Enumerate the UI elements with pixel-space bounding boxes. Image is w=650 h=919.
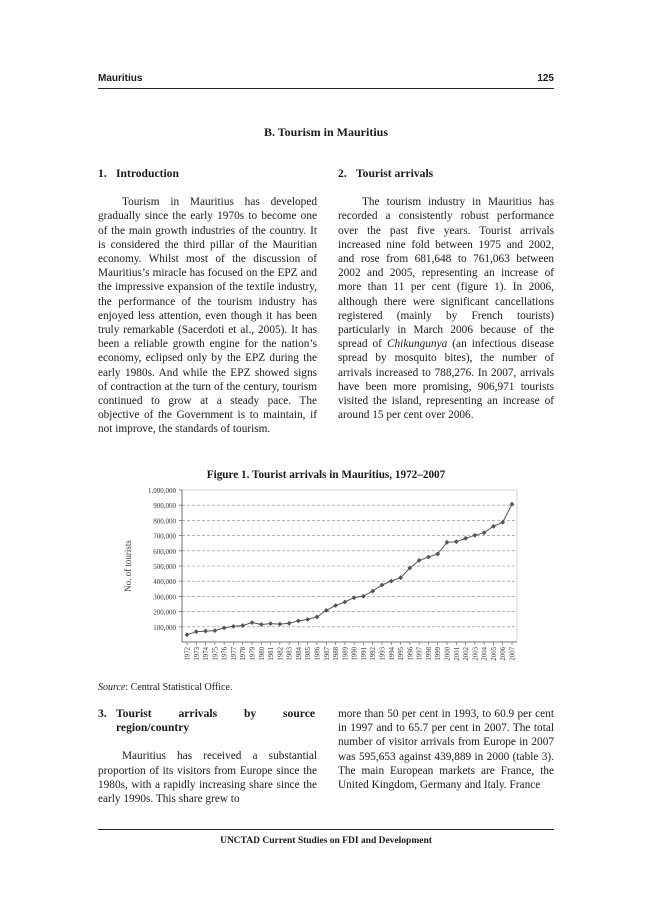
- introduction-paragraph: Tourism in Mauritius has developed gradually since the early 1970s to become one of the main growth industries of the country. It is considered the third pillar of the Mauritian economy. Whilst most of the discussion of Mauritius’s miracle has focused on the EPZ and the impressive expansion of the textile industry, the performance of the tourism industry has enjoyed less attention, even though it has been truly remarkable (Sacerdoti et al., 2005). It has been a reliable growth engine for the nation’s economy, eclipsed only by the EPZ during the early 1980s. And while the EPZ showed signs of contraction at the turn of the century, tourism continued to grow at a steady pace. The objective of the Government is to maintain, if not improve, the standards of tourism.: [98, 196, 317, 436]
- source-region-section-left: [98, 707, 317, 806]
- x-tick-label: 1973: [193, 647, 201, 661]
- y-tick-label: 100,000: [153, 623, 176, 632]
- header-title: Mauritius: [98, 73, 143, 84]
- data-point: [240, 623, 245, 628]
- x-tick-label: 1991: [360, 647, 368, 661]
- section-title: B. Tourism in Mauritius: [263, 125, 389, 139]
- x-tick-label: 1995: [398, 647, 406, 661]
- data-point: [231, 624, 236, 629]
- footer-rule: [98, 829, 554, 830]
- x-tick-label: 1977: [230, 647, 238, 661]
- x-tick-label: 1984: [295, 647, 303, 661]
- x-tick-label: 1981: [268, 647, 276, 661]
- y-tick-label: 500,000: [153, 563, 176, 571]
- x-tick-label: 1992: [370, 647, 378, 661]
- tourist-arrivals-section: [338, 167, 554, 422]
- data-point: [250, 620, 255, 625]
- y-tick-label: 300,000: [153, 593, 176, 602]
- footer-text: UNCTAD Current Studies on FDI and Development: [220, 836, 432, 846]
- data-point: [212, 628, 217, 633]
- x-tick-label: 1993: [379, 647, 387, 661]
- source-region-section-right: [338, 707, 554, 792]
- source-region-paragraph-right: more than 50 per cent in 1993, to 60.9 per cent in 1997 and to 65.7 per cent in 2007. The total number of visitor arrivals from Europe in 2007 was 595,653 against 439,889 in 2000 (table 3). The main European markets are France, the United Kingdom, Germany and Italy. France: [338, 708, 554, 792]
- y-tick-label: 600,000: [153, 547, 176, 556]
- figure-source: Source: Central Statistical Office.: [98, 682, 233, 693]
- x-tick-label: 2004: [481, 647, 489, 661]
- y-tick-label: 200,000: [153, 608, 176, 617]
- data-point: [361, 594, 366, 599]
- y-tick-label: 900,000: [153, 502, 176, 511]
- data-point: [268, 621, 273, 626]
- x-tick-label: 1990: [351, 647, 359, 661]
- data-point: [333, 603, 338, 608]
- y-tick-label: 800,000: [153, 517, 176, 526]
- x-tick-label: 1976: [221, 647, 229, 661]
- x-tick-label: 2006: [500, 647, 508, 661]
- x-tick-label: 2000: [444, 647, 452, 661]
- x-tick-label: 2002: [463, 647, 471, 661]
- running-header: [98, 73, 554, 89]
- data-point: [342, 600, 347, 605]
- data-point: [277, 622, 282, 627]
- source-region-heading-line2: region/country: [116, 721, 190, 735]
- y-tick-label: 400,000: [153, 578, 176, 587]
- data-point: [389, 579, 394, 584]
- x-tick-label: 1997: [416, 647, 424, 661]
- x-tick-label: 1982: [277, 647, 285, 661]
- introduction-heading: 1. Introduction: [98, 167, 179, 180]
- data-point: [222, 625, 227, 630]
- source-region-paragraph-left: Mauritius has received a substantial proportion of its visitors from Europe since the 1980s, with a rapidly increasing share since the early 1990s. This share grew to: [98, 750, 317, 806]
- data-point: [463, 536, 468, 541]
- x-tick-label: 1988: [333, 647, 341, 661]
- x-tick-label: 1986: [314, 647, 322, 661]
- data-point: [203, 629, 208, 634]
- x-tick-label: 2003: [472, 647, 480, 661]
- data-point: [352, 595, 357, 600]
- x-tick-label: 1998: [425, 647, 433, 661]
- y-tick-label: 700,000: [153, 532, 176, 541]
- x-tick-label: 1974: [203, 647, 211, 661]
- figure-title: Figure 1. Tourist arrivals in Mauritius, 1972–2007: [206, 469, 446, 481]
- y-axis-label: No. of tourists: [123, 540, 133, 592]
- tourist-arrivals-heading: 2. Tourist arrivals: [338, 167, 434, 180]
- y-tick-label: 1,000,000: [148, 487, 176, 495]
- data-point: [472, 533, 477, 538]
- data-point: [259, 622, 264, 627]
- data-point: [287, 621, 292, 626]
- x-tick-label: 1978: [240, 647, 248, 661]
- x-tick-label: 1980: [258, 647, 266, 661]
- data-point: [185, 632, 190, 637]
- x-tick-label: 1972: [184, 647, 192, 661]
- data-point: [194, 629, 199, 634]
- x-tick-label: 1975: [212, 647, 220, 661]
- tourist-arrivals-chart: [104, 482, 524, 674]
- data-point: [305, 617, 310, 622]
- source-region-heading: 3. Tourist arrivals by source: [98, 707, 315, 720]
- x-tick-label: 1994: [388, 647, 396, 661]
- data-point: [454, 539, 459, 544]
- tourist-arrivals-paragraph: The tourism industry in Mauritius has recorded a consistently robust performance over the past five years. Tourist arrivals increased nine fold between 1975 and 2002, and rose from 681,648 to 761,063 between 2002 and 2005, representing an increase of more than 11 per cent (figure 1). In 2006, although there were significant cancellations registered (mainly by French tourists) particularly in March 2006 because of the spread of Chikungunya (an infectious disease spread by mosquito bites), the number of arrivals increased to 788,276. In 2007, arrivals have been more promising, 906,971 tourists visited the island, representing an increase of around 15 per cent over 2006.: [338, 196, 554, 422]
- x-tick-label: 1983: [286, 647, 294, 661]
- page-number: 125: [537, 73, 554, 84]
- x-tick-label: 2005: [490, 647, 498, 661]
- header-rule: [98, 88, 554, 89]
- data-point: [296, 618, 301, 623]
- x-tick-label: 2001: [453, 647, 461, 661]
- x-tick-label: 2007: [509, 647, 517, 661]
- data-point: [510, 502, 515, 507]
- x-tick-label: 1979: [249, 647, 257, 661]
- series-line: [187, 504, 512, 635]
- x-tick-label: 1999: [435, 647, 443, 661]
- introduction-section: [98, 167, 317, 437]
- x-tick-label: 1996: [407, 647, 415, 661]
- x-tick-label: 1989: [342, 647, 350, 661]
- x-tick-label: 1987: [323, 647, 331, 661]
- x-tick-label: 1985: [305, 647, 313, 661]
- data-point: [426, 555, 431, 560]
